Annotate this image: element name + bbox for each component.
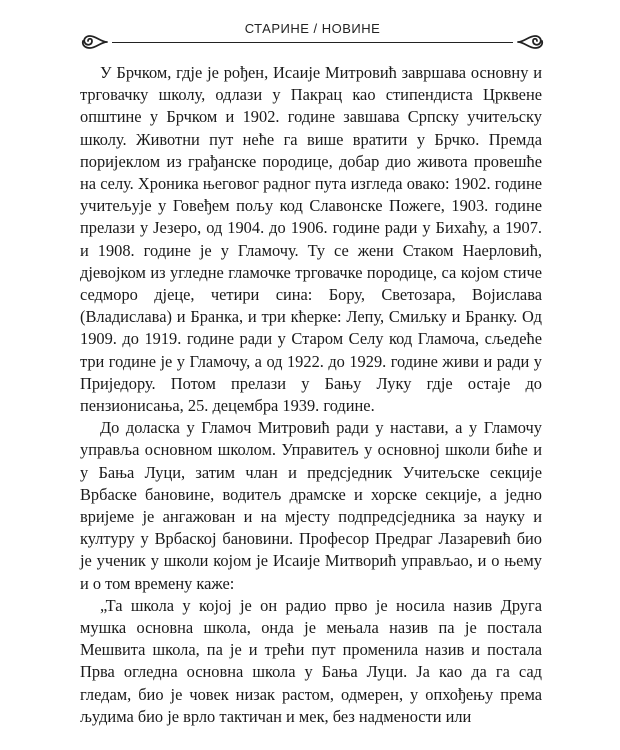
paragraph-quote: „Та школа у којој је он радио прво је носила назив Друга мушка основна школа, онда је мењала назив па је постала Мешвита школа, па је и трећи пут променила назив и постала Прва огледна основна школа у Бања Луци. Ја као да га сад гледам, био је човек низак растом, одмерен, у опхођењу према људима био је врло тактичан и мек, без надмености или <box>80 595 542 726</box>
ornament-right-icon <box>515 31 545 53</box>
header-rule <box>112 42 513 43</box>
page-body <box>80 62 542 728</box>
paragraph-biography: У Брчком, гдје је рођен, Исаије Митровић завршава основну и трговачку школу, одлази у Пакрац као стипендиста Црквене општине у Брчком и 1902. године завшава Српску учитељску школу. Животни пут неће га више вратити у Брчко. Премда поријеклом из грађанске породице, добар дио живота провешће на селу. Хроника његовог радног пута изгледа овако: 1902. године учитељује у Говеђем пољу код Славонске Пожеге, 1903. године прелази у Језеро, од 1904. до 1906. године ради у Бихаћу, а 1907. и 1908. године је у Гламочу. Ту се жени Стаком Наерловић, дјевојком из угледне гламочке трговачке породице, са којом стиче седморо дјеце, четири сина: Бору, Светозара, Војислава (Владислава) и Бранка, и три кћерке: Лепу, Смиљку и Бранку. Од 1909. до 1919. године ради у Старом Селу код Гламоча, сљедеће три године је у Гламочу, а од 1922. до 1929. године живи и ради у Приједору. Потом прелази у Бању Луку гдје остаје до пензионисања, 25. децембра 1939. године. <box>80 63 542 416</box>
running-header <box>80 18 545 50</box>
paragraph-career: До доласка у Гламоч Митровић ради у настави, а у Гламочу управља основном школом. Управитељ у основној школи биће и у Бања Луци, затим члан и предсједник Учитељске секције Врбаске бановине, водитељ драмске и хорске секције, а једно вријеме је ангажован и на мјесту подпредсједника за науку и културу у Врбаској бановини. Професор Предраг Лазаревић био је ученик у школи којом је Исаије Митворић управљао, и о њему и о том времену каже: <box>80 418 542 593</box>
running-title: СТАРИНЕ / НОВИНЕ <box>244 21 381 36</box>
